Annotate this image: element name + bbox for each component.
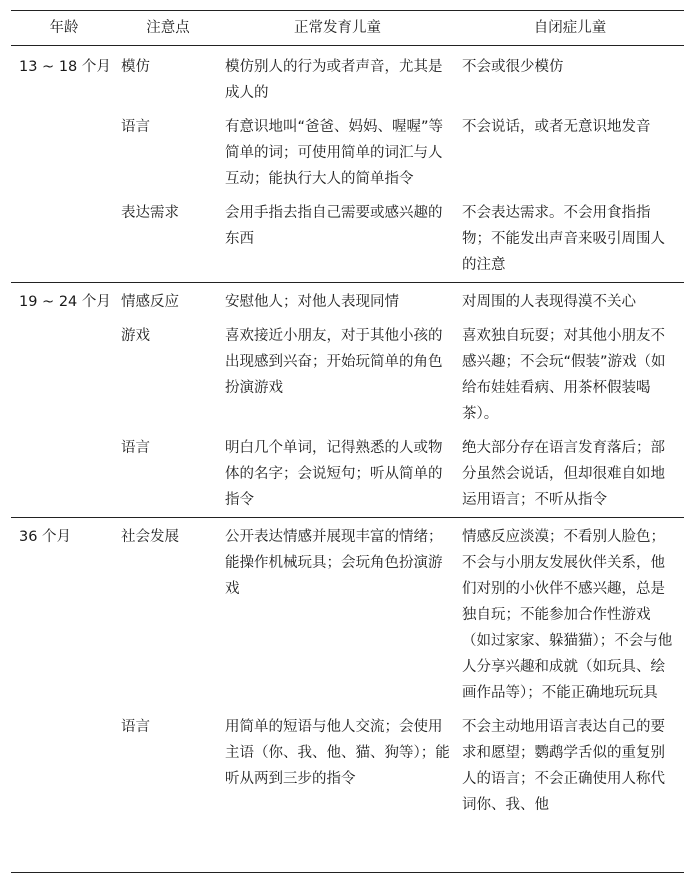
autism-cell: 不会主动地用语言表达自己的要求和愿望；鹦鹉学舌似的重复别人的语言；不会正确使用人称代词你、我、他 [462, 719, 665, 813]
age-cell [11, 319, 117, 431]
age-cell [11, 110, 117, 196]
point-cell: 模仿 [121, 59, 150, 75]
normal-cell: 喜欢接近小朋友，对于其他小孩的出现感到兴奋；开始玩简单的角色扮演游戏 [225, 328, 443, 396]
header-point: 注意点 [117, 11, 219, 46]
autism-cell: 不会说话，或者无意识地发音 [462, 119, 651, 135]
autism-cell: 对周围的人表现得漠不关心 [456, 283, 684, 320]
table-row [11, 46, 684, 111]
table-row [11, 710, 684, 822]
age-cell: 19 ~ 24 个月 [11, 283, 117, 320]
normal-cell: 会用手指去指自己需要或感兴趣的东西 [225, 205, 443, 247]
normal-cell: 用简单的短语与他人交流；会使用主语（你、我、他、猫、狗等）；能听从两到三步的指令 [225, 719, 450, 787]
age-cell [11, 431, 117, 518]
normal-cell: 模仿别人的行为或者声音，尤其是成人的 [225, 59, 443, 101]
point-cell: 语言 [121, 119, 150, 135]
table-row [11, 431, 684, 518]
age-cell: 36 个月 [11, 518, 117, 711]
header-normal: 正常发育儿童 [219, 11, 456, 46]
autism-cell: 喜欢独自玩耍；对其他小朋友不感兴趣；不会玩“假装”游戏（如给布娃娃看病、用茶杯假装喝茶）。 [462, 328, 666, 422]
table-row [11, 319, 684, 431]
point-cell: 情感反应 [117, 283, 219, 320]
header-age: 年龄 [11, 11, 117, 46]
comparison-table [11, 10, 684, 822]
autism-cell: 不会表达需求。不会用食指指物；不能发出声音来吸引周围人的注意 [462, 205, 665, 273]
autism-cell: 绝大部分存在语言发育落后；部分虽然会说话，但却很难自如地运用语言；不听从指令 [462, 440, 665, 508]
table-bottom-rule [11, 872, 684, 873]
normal-cell: 明白几个单词，记得熟悉的人或物体的名字；会说短句；听从简单的指令 [225, 440, 443, 508]
point-cell: 游戏 [121, 328, 150, 344]
header-autism: 自闭症儿童 [456, 11, 684, 46]
normal-cell: 有意识地叫“爸爸、妈妈、喔喔”等简单的词；可使用简单的词汇与人互动；能执行大人的简单指令 [225, 119, 444, 187]
point-cell: 语言 [121, 719, 150, 735]
age-cell [11, 710, 117, 822]
table-row [11, 518, 684, 711]
age-cell [11, 196, 117, 283]
table-row [11, 283, 684, 320]
table-row [11, 196, 684, 283]
normal-cell: 公开表达情感并展现丰富的情绪；能操作机械玩具；会玩角色扮演游戏 [219, 518, 456, 711]
autism-cell: 情感反应淡漠；不看别人脸色；不会与小朋友发展伙伴关系，他们对别的小伙伴不感兴趣，总是独自玩；不能参加合作性游戏（如过家家、躲猫猫）；不会与他人分享兴趣和成就（如玩具、绘画作品等）；不能正确地玩玩具 [456, 518, 684, 711]
table-row [11, 110, 684, 196]
point-cell: 表达需求 [121, 205, 179, 221]
autism-cell: 不会或很少模仿 [462, 59, 564, 75]
normal-cell: 安慰他人；对他人表现同情 [219, 283, 456, 320]
table-header-row [11, 11, 684, 46]
point-cell: 语言 [121, 440, 150, 456]
point-cell: 社会发展 [117, 518, 219, 711]
age-cell: 13 ~ 18 个月 [19, 59, 111, 75]
